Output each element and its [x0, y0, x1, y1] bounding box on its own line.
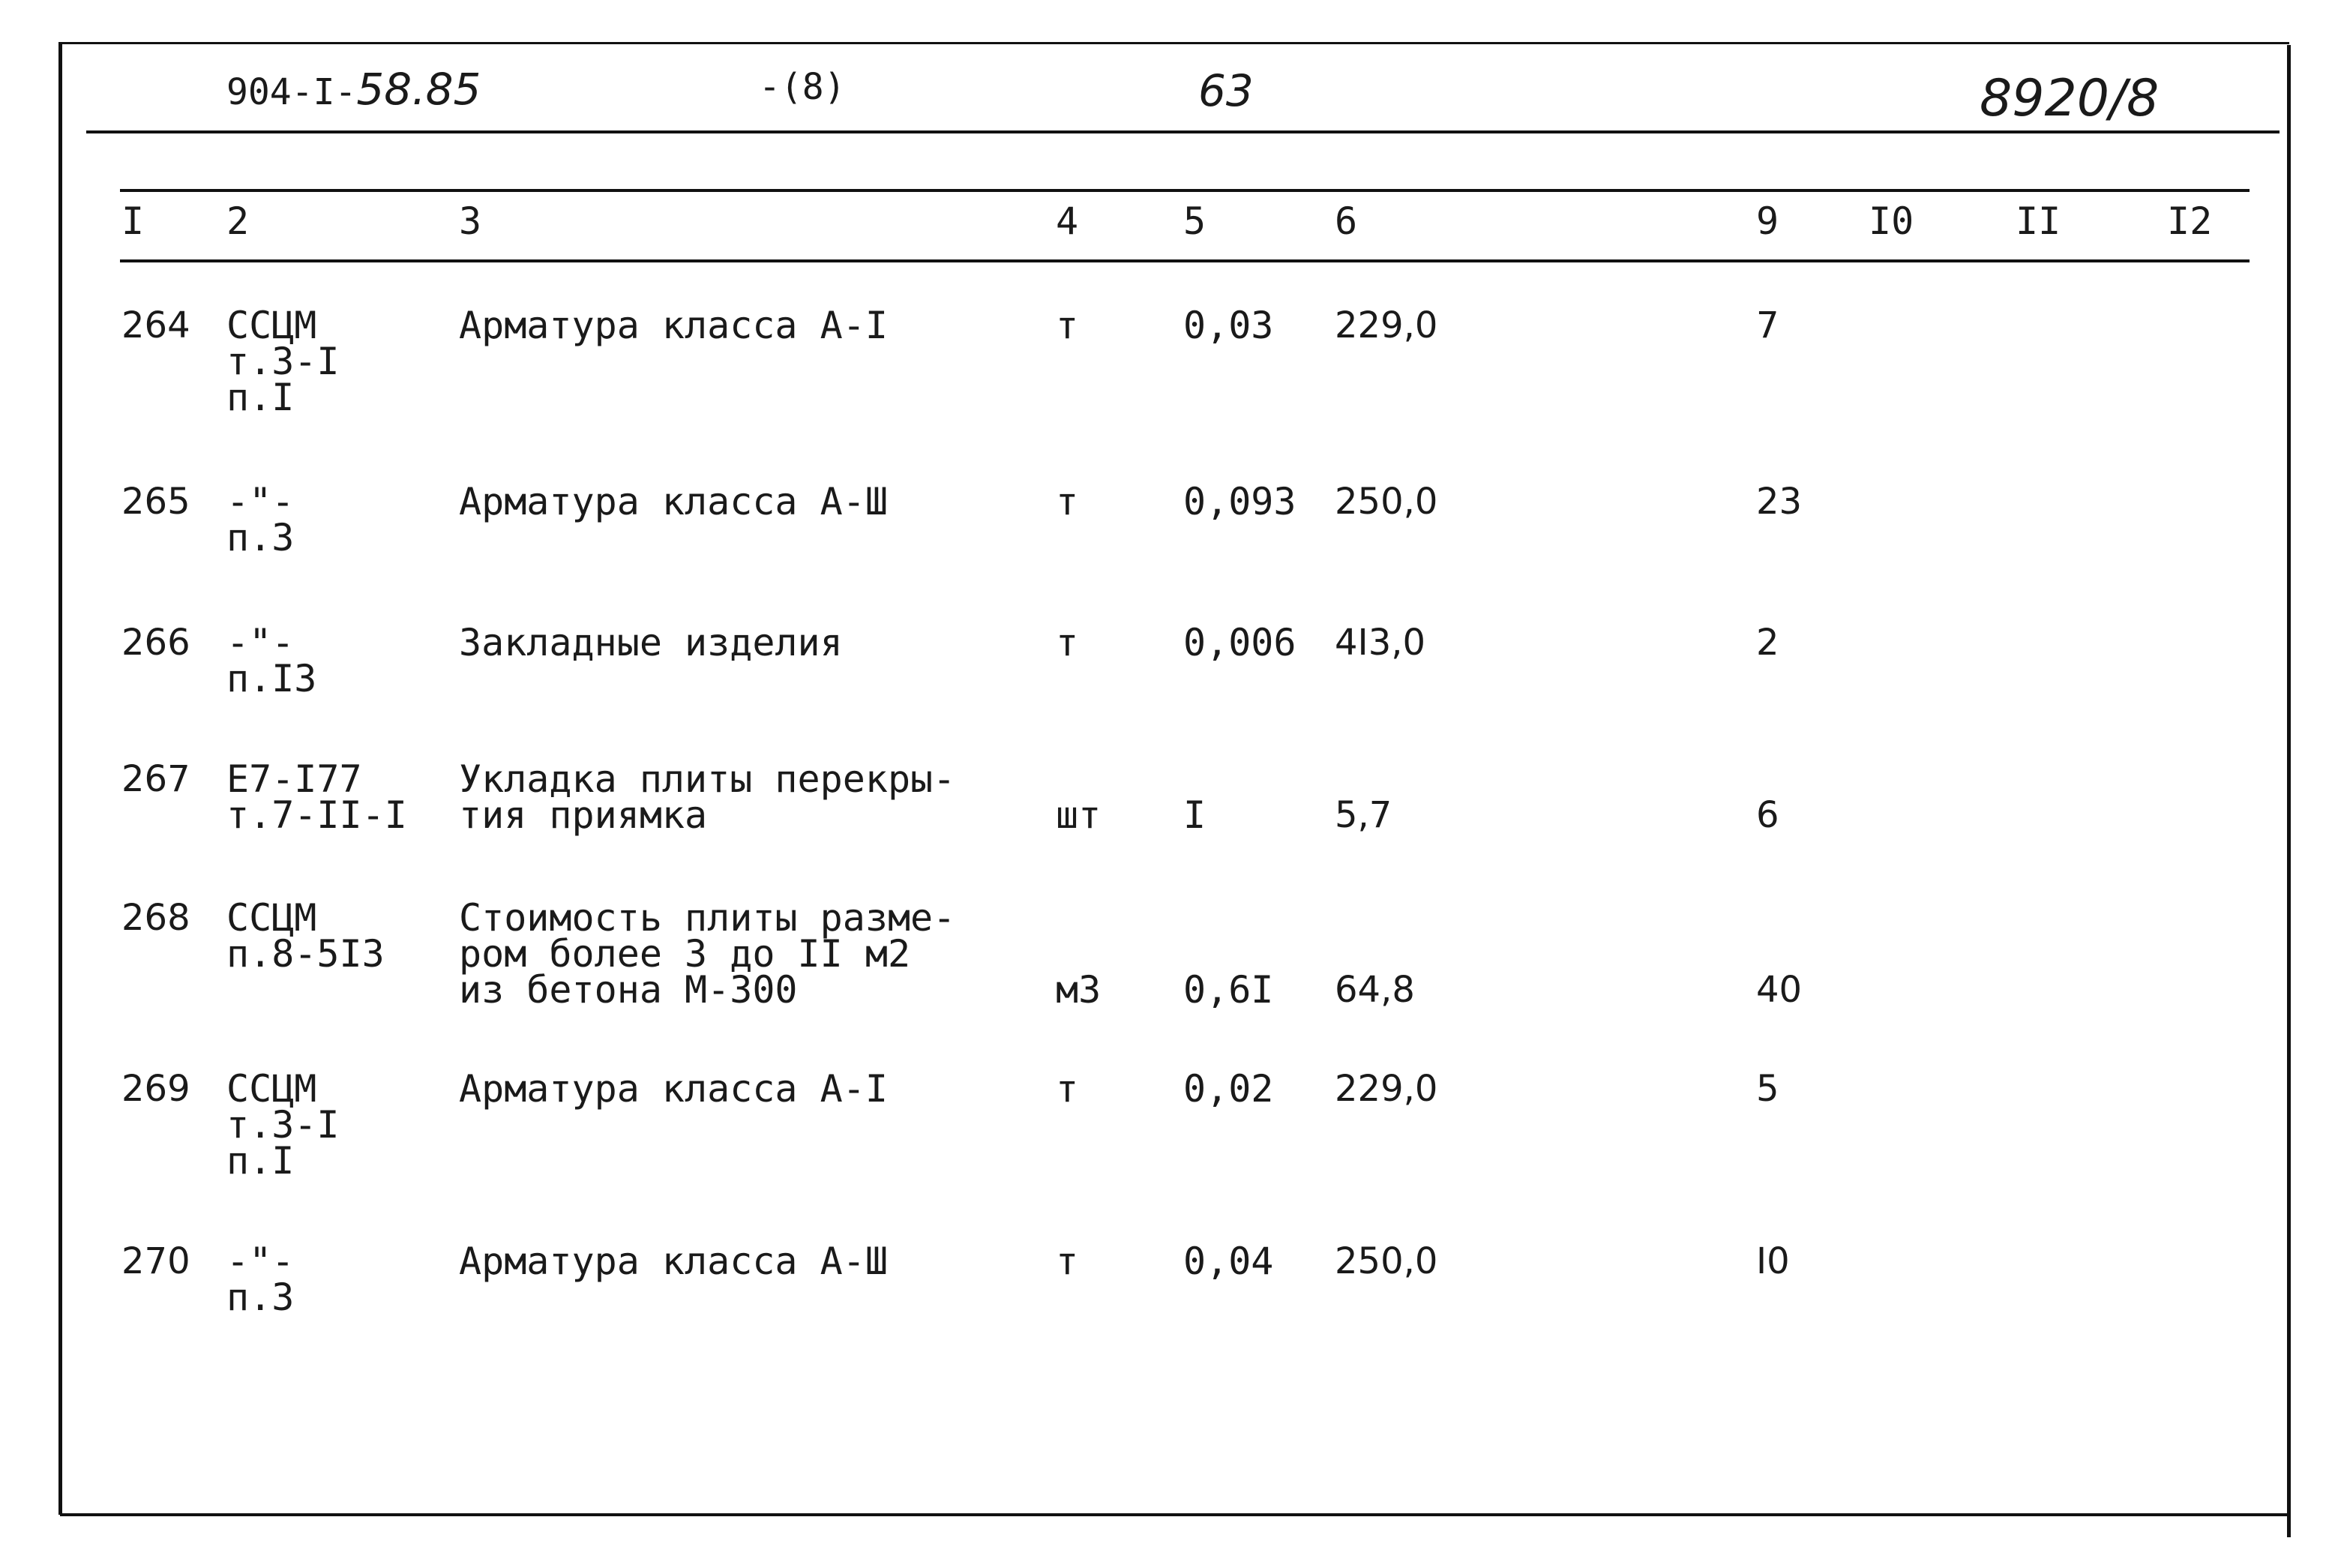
header-rule: [86, 130, 2280, 133]
left-border: [58, 43, 62, 1515]
doc-code-suffix: 58.85: [356, 64, 481, 115]
cell-total: 5: [1756, 1068, 1779, 1110]
cell-price: 229,0: [1335, 1068, 1438, 1110]
cell-qty: 0,006: [1183, 621, 1296, 664]
cell-ref: ССЦМ т.3-I п.I: [226, 1067, 340, 1183]
cell-name: Укладка плиты перекры- тия приямка: [459, 757, 956, 837]
cell-ref: ССЦМ т.3-I п.I: [226, 304, 340, 419]
cell-ref: -"- п.3: [226, 480, 295, 559]
cell-qty: 0,03: [1183, 304, 1274, 347]
page-number: 63: [1198, 65, 1254, 116]
cell-total: 6: [1756, 794, 1779, 836]
column-header: 5: [1183, 199, 1206, 243]
table-top-rule: [120, 189, 2250, 192]
cell-no: 269: [121, 1068, 190, 1110]
cell-name: Арматура класса А-Ш: [459, 1240, 888, 1283]
cell-no: 266: [121, 622, 190, 664]
top-border: [58, 42, 2289, 44]
column-header: I: [121, 199, 145, 243]
cell-qty: 0,093: [1183, 480, 1296, 523]
cell-total: 40: [1756, 969, 1803, 1011]
bottom-border: [60, 1513, 2291, 1516]
archive-number: 8920/8: [1980, 69, 2160, 128]
cell-ref: ССЦМ п.8-5I3: [226, 896, 385, 976]
cell-name: Арматура класса А-Ш: [459, 480, 888, 523]
cell-ref: Е7-I77 т.7-II-I: [226, 757, 407, 837]
cell-total: 23: [1756, 481, 1803, 523]
cell-name: Арматура класса А-I: [459, 304, 888, 347]
column-header: 3: [459, 199, 482, 243]
column-header: I2: [2167, 199, 2213, 243]
cell-price: 64,8: [1335, 969, 1415, 1011]
cell-no: 265: [121, 481, 190, 523]
cell-ref: -"- п.I3: [226, 621, 317, 700]
cell-name: Закладные изделия: [459, 621, 843, 664]
cell-qty: I: [1183, 793, 1206, 837]
cell-unit: т: [1056, 480, 1079, 523]
cell-unit: т: [1056, 621, 1079, 664]
cell-total: 2: [1756, 622, 1779, 664]
table-header-rule: [120, 259, 2250, 262]
cell-total: I0: [1756, 1240, 1790, 1282]
column-header: I0: [1869, 199, 1914, 243]
cell-unit: т: [1056, 1240, 1079, 1283]
cell-unit: м3: [1056, 968, 1102, 1012]
cell-unit: т: [1056, 1067, 1079, 1111]
cell-price: 250,0: [1335, 481, 1438, 523]
cell-no: 267: [121, 758, 190, 800]
cell-ref: -"- п.3: [226, 1240, 295, 1319]
cell-qty: 0,02: [1183, 1067, 1274, 1111]
cell-total: 7: [1756, 304, 1779, 346]
column-header: 6: [1335, 199, 1358, 243]
cell-price: 250,0: [1335, 1240, 1438, 1282]
column-header: 2: [226, 199, 250, 243]
column-header: II: [2016, 199, 2061, 243]
cell-no: 264: [121, 304, 190, 346]
right-border: [2287, 45, 2291, 1537]
column-header: 9: [1756, 199, 1779, 243]
cell-qty: 0,6I: [1183, 968, 1274, 1012]
cell-unit: шт: [1056, 793, 1102, 837]
cell-qty: 0,04: [1183, 1240, 1274, 1283]
cell-price: 5,7: [1335, 794, 1392, 836]
doc-code-prefix: 904-I-: [226, 71, 357, 113]
cell-no: 270: [121, 1240, 190, 1282]
doc-code: [226, 64, 481, 115]
cell-name: Стоимость плиты разме- ром более 3 до II м2 из бетона М-300: [459, 896, 956, 1012]
sheet-part: -(8): [759, 66, 846, 108]
cell-name: Арматура класса А-I: [459, 1067, 888, 1111]
cell-price: 4I3,0: [1335, 622, 1426, 664]
cell-price: 229,0: [1335, 304, 1438, 346]
column-header: 4: [1056, 199, 1079, 243]
cell-no: 268: [121, 897, 190, 939]
cell-unit: т: [1056, 304, 1079, 347]
